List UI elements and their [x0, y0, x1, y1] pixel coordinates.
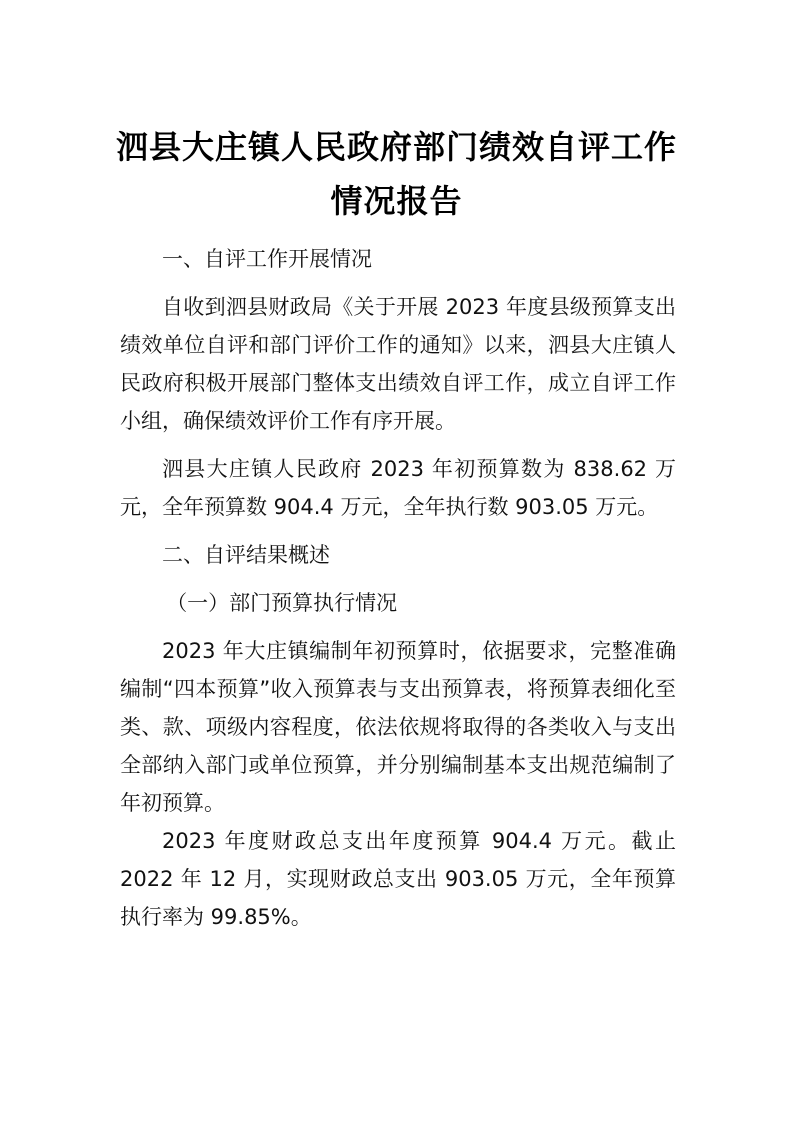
document-body: [120, 240, 676, 946]
paragraph-execution-rate: 2023 年度财政总支出年度预算 904.4 万元。截止 2022 年 12 月，实现财政总支出 903.05 万元，全年预算执行率为 99.85%。: [120, 829, 676, 929]
document-title: 泗县大庄镇人民政府部门绩效自评工作情况报告: [115, 128, 677, 220]
subsection-heading-1: （一）部门预算执行情况: [166, 591, 398, 615]
paragraph-budget-summary: 泗县大庄镇人民政府 2023 年初预算数为 838.62 万元，全年预算数 904.4 万元，全年执行数 903.05 万元。: [120, 457, 676, 519]
section-heading-2: 二、自评结果概述: [162, 543, 330, 567]
paragraph-budget-preparation: 2023 年大庄镇编制年初预算时，依据要求，完整准确编制“四本预算”收入预算表与支出预算表，将预算表细化至类、款、项级内容程度，依法依规将取得的各类收入与支出全部纳入部门或单位预算，并分别编制基本支出规范编制了年初预算。: [120, 639, 676, 815]
section-heading-1: 一、自评工作开展情况: [162, 247, 372, 271]
paragraph-notice: 自收到泗县财政局《关于开展 2023 年度县级预算支出绩效单位自评和部门评价工作的通知》以来，泗县大庄镇人民政府积极开展部门整体支出绩效自评工作，成立自评工作小组，确保绩效评价工作有序开展。: [120, 295, 676, 433]
